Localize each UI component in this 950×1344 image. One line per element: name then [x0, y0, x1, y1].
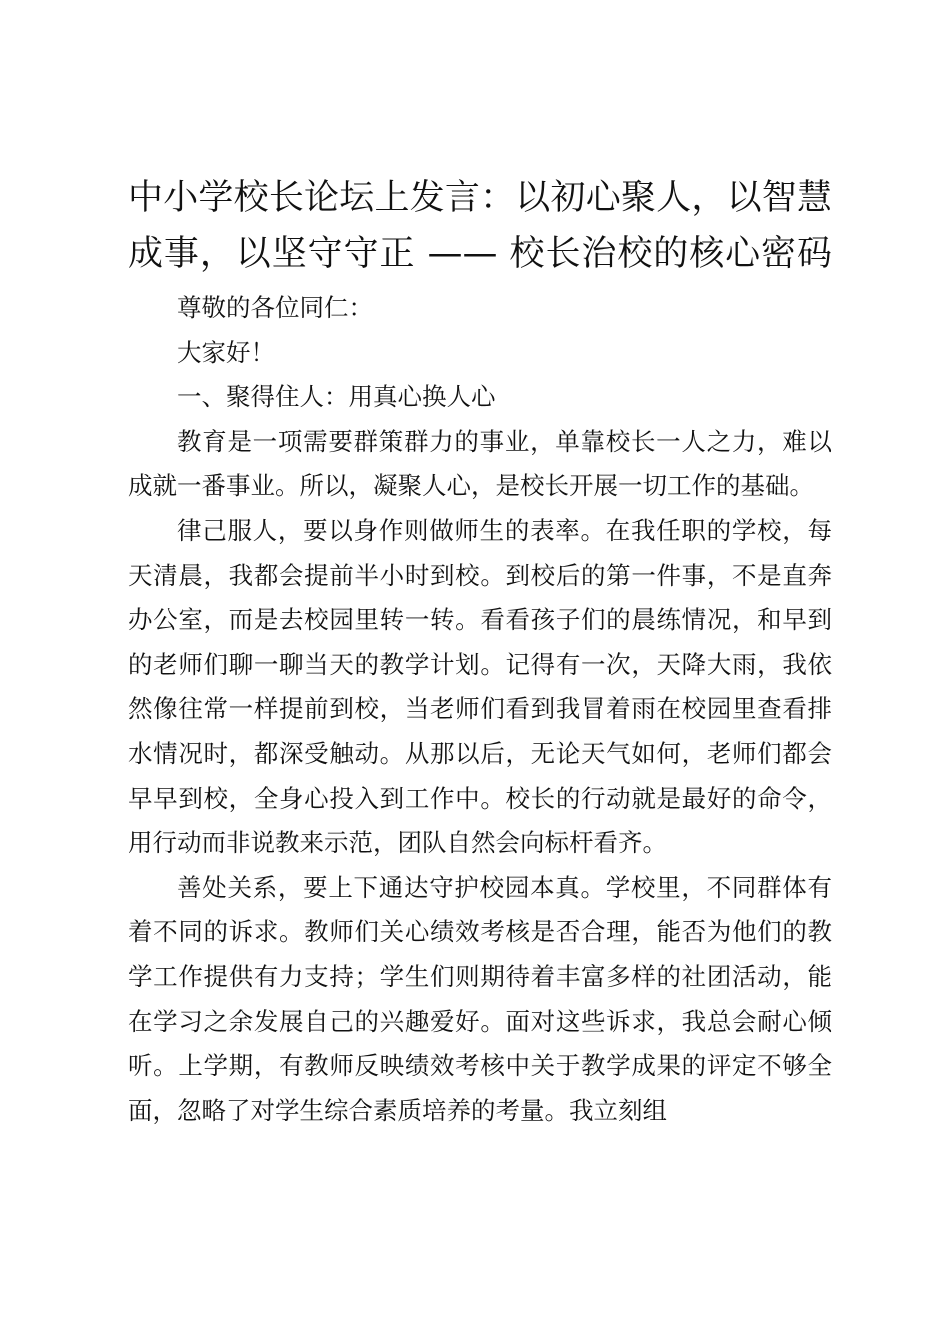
greeting: 大家好！	[177, 337, 275, 367]
document-title	[128, 170, 832, 282]
document-body	[128, 286, 832, 1133]
paragraph-3: 善处关系，要上下通达守护校园本真。学校里，不同群体有着不同的诉求。教师们关心绩效考核是否合理，能否为他们的教学工作提供有力支持；学生们则期待着丰富多样的社团活动，能在学习之余发展自己的兴趣爱好。面对这些诉求，我总会耐心倾听。上学期，有教师反映绩效考核中关于教学成果的评定不够全面，忽略了对学生综合素质培养的考量。我立刻组	[128, 872, 832, 1125]
section-heading: 一、聚得住人：用真心换人心	[177, 382, 496, 412]
salutation: 尊敬的各位同仁：	[177, 293, 373, 322]
document-page	[128, 170, 832, 1133]
paragraph-1: 教育是一项需要群策群力的事业，单靠校长一人之力，难以成就一番事业。所以，凝聚人心，是校长开展一切工作的基础。	[128, 426, 832, 501]
title-line-2: 成事，以坚守守正 —— 校长治校的核心密码	[128, 234, 832, 274]
title-line-1: 中小学校长论坛上发言：以初心聚人，以智慧	[128, 178, 832, 218]
paragraph-2: 律己服人，要以身作则做师生的表率。在我任职的学校，每天清晨，我都会提前半小时到校。到校后的第一件事，不是直奔办公室，而是去校园里转一转。看看孩子们的晨练情况，和早到的老师们聊一聊当天的教学计划。记得有一次，天降大雨，我依然像往常一样提前到校，当老师们看到我冒着雨在校园里查看排水情况时，都深受触动。从那以后，无论天气如何，老师们都会早早到校，全身心投入到工作中。校长的行动就是最好的命令，用行动而非说教来示范，团队自然会向标杆看齐。	[128, 515, 832, 858]
